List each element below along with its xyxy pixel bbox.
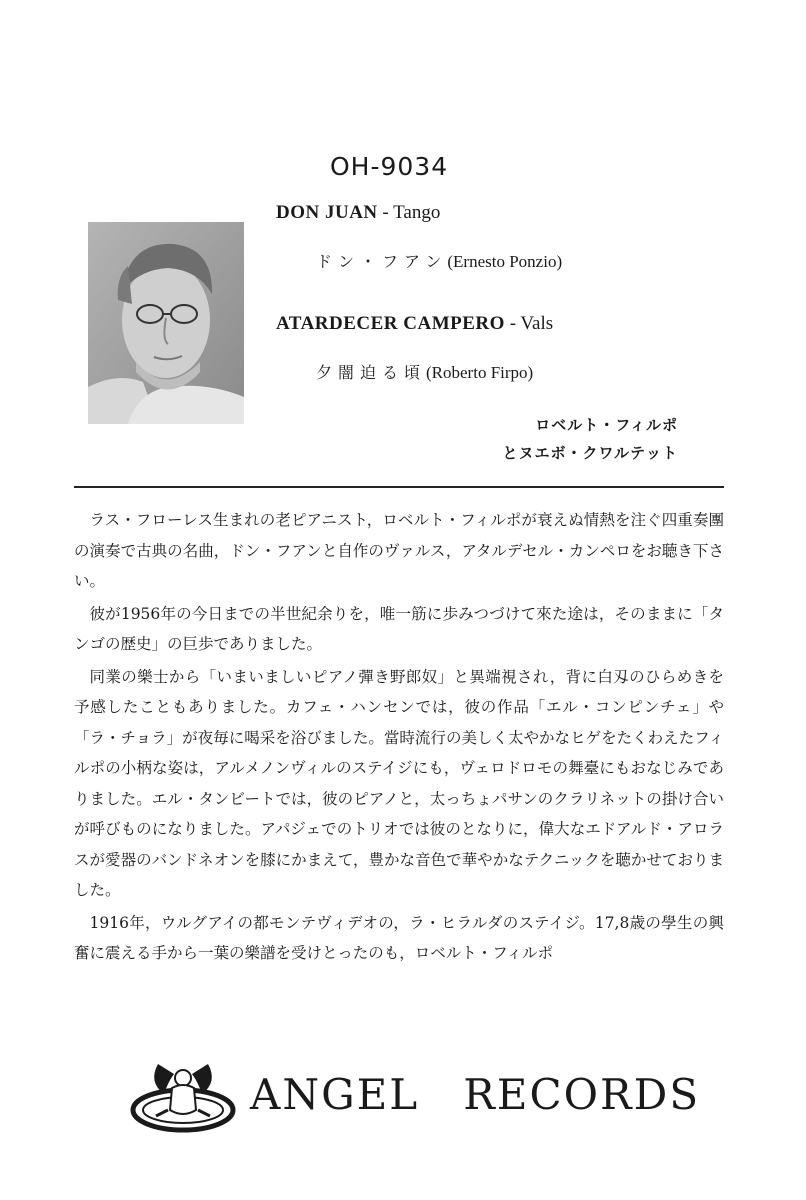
liner-paragraph-3: 同業の樂士から「いまいましいピアノ彈き野郎奴」と異端視され，背に白刄のひらめきを予感したこともありました。カフェ・ハンセンでは，彼の作品「エル・コンピンチェ」や「ラ・チョラ」が夜毎に喝采を浴びました。當時流行の美しく太やかなヒゲをたくわえたフィルポの小柄な姿は，アルメノンヴィルのステイジにも，ヴェロドロモの舞臺にもおなじみでありました。エル・タンビートでは，彼のピアノと，太っちょパサンのクラリネットの掛け合いが呼びものになりました。アパジェでのトリオでは彼のとなりに，偉大なエドアルド・アロラスが愛器のバンドネオンを膝にかまえて，豊かな音色で華やかなテクニックを聴かせておりました。: [74, 667, 724, 899]
track-2-name: ATARDECER CAMPERO: [276, 313, 505, 334]
performer-line-2: とヌエボ・クワルテット: [502, 444, 678, 462]
track-2-subtitle: [316, 360, 533, 383]
track-1-name: DON JUAN: [276, 202, 378, 223]
track-2-title: [276, 313, 553, 335]
catalog-number: OH-9034: [330, 152, 449, 181]
performer-line-1: ロベルト・フィルポ: [535, 416, 678, 434]
brand-word-records: RECORDS: [463, 1070, 701, 1119]
liner-notes: [74, 505, 724, 971]
liner-paragraph-4: 1916年，ウルグアイの都モンテヴィデオの，ラ・ヒラルダのステイジ。17,8歳の學生の興奮に震える手から一葉の樂譜を受けとったのも，ロベルト・フィルポ: [74, 913, 724, 962]
label-footer: [128, 1052, 701, 1142]
brand-word-angel: ANGEL: [250, 1070, 420, 1119]
angel-records-wordmark: [250, 1070, 700, 1119]
portrait-photo: [88, 222, 244, 424]
track-2-genre: - Vals: [504, 313, 554, 334]
track-1-genre: - Tango: [377, 202, 441, 223]
track-2-composer: (Roberto Firpo): [426, 363, 534, 382]
track-1-title: [276, 202, 440, 224]
section-divider: [74, 486, 724, 488]
portrait-illustration: [88, 222, 244, 424]
track-1-jp-title: ドン・フアン: [316, 252, 448, 271]
angel-logo-icon: [128, 1052, 238, 1140]
track-1-composer: (Ernesto Ponzio): [447, 252, 563, 271]
track-1-subtitle: [316, 249, 562, 272]
liner-paragraph-2: 彼が1956年の今日までの半世紀余りを，唯一筋に歩みつづけて來た途は，そのままに「タンゴの歴史」の巨歩でありました。: [74, 604, 724, 653]
liner-paragraph-1: ラス・フローレス生まれの老ピアニスト，ロベルト・フィルポが衰えぬ情熱を注ぐ四重奏團の演奏で古典の名曲，ドン・フアンと自作のヴァルス，アタルデセル・カンペロをお聴き下さい。: [74, 511, 724, 590]
track-2-jp-title: 夕闇迫る頃: [316, 363, 427, 382]
